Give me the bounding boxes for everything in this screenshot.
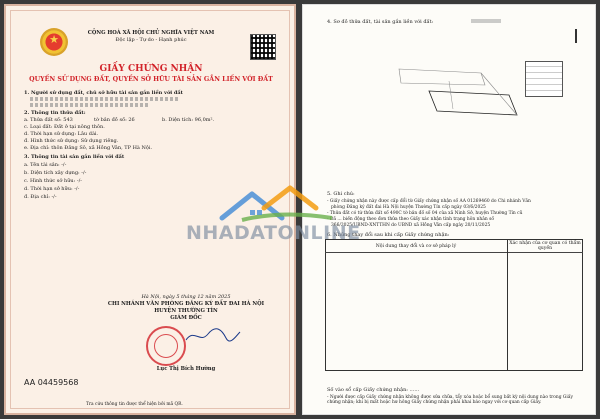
use-form: đ. Hình thức sử dụng: Sử dụng riêng. [24,138,119,144]
section-notes: 5. Ghi chú: [327,191,355,197]
issue-date: Hà Nội, ngày 5 tháng 12 năm 2025 [141,294,231,300]
note-line-1: - Giấy chứng nhận này được cấp đổi từ Giấy chứng nhận số AA 01269460 do Chi nhánh Văn [327,199,531,204]
registry-entry: Số vào sổ cấp Giấy chứng nhận: ...... [327,387,420,393]
qr-code-icon [250,34,276,60]
certificate-front-page [4,4,296,415]
parcel-area: b. Diện tích: 96,0m². [162,117,215,123]
note-line-3: - Thửa đất có tứ thửa đất số 490C tờ bản đồ số 04 của xã Ninh Sở, huyện Thường Tín cũ [327,211,523,216]
section-assets: 3. Thông tin tài sản gắn liền với đất [24,154,125,160]
asset-ownership: c. Hình thức sở hữu: -/- [24,178,82,184]
asset-term: d. Thời hạn sở hữu: -/- [24,186,80,192]
signer-name: Lục Thị Bích Hường [156,366,216,372]
note-line-5: 366/2025/UBND-XNTTHN do UBND xã Hồng Vân cấp ngày 20/11/2025 [331,223,491,228]
footer-warning: - Người được cấp Giấy chứng nhận không được sửa chữa, tẩy xóa hoặc bổ sung bất kỳ nội dung nào trong Giấy chứng nhận; khi bị mất hoặc hư hỏng Giấy chứng nhận phải khai báo ngay với cơ quan cấp Giấy. [327,395,574,405]
redacted-map-label [471,19,501,23]
column-confirmation: Xác nhận của cơ quan có thẩm quyền [509,241,581,252]
section-map: 4. Sơ đồ thửa đất, tài sản gắn liền với đất: [327,19,434,25]
section-changes: 6. Những thay đổi sau khi cấp Giấy chứng nhận: [327,232,450,238]
map-sheet: tờ bản đồ số: 26 [94,117,135,123]
serial-number: AA 04459568 [24,378,79,387]
north-arrow-icon [575,29,577,43]
coordinate-table [525,61,563,97]
table-header-divider [325,252,583,253]
qr-note: Tra cứu thông tin được thể hiện bởi mã QR. [86,402,183,407]
redacted-owner [30,97,180,101]
parcel-number: a. Thửa đất số: 543 [24,117,73,123]
redacted-owner-id [30,103,150,107]
note-line-2: phòng Đăng ký đất đai Hà Nội huyện Thường Tín cấp ngày 03/6/2025 [331,205,486,210]
asset-address: đ. Địa chỉ: -/- [24,194,57,200]
certificate-back-page [302,4,596,415]
asset-area: b. Diện tích xây dựng: -/- [24,170,87,176]
issuing-office: CHI NHÁNH VĂN PHÒNG ĐĂNG KÝ ĐẤT ĐAI HÀ NỘI [107,301,265,307]
column-changes: Nội dung thay đổi và cơ sở pháp lý [375,244,457,249]
use-term: d. Thời hạn sử dụng: Lâu dài. [24,131,99,137]
watermark-text: NHADATONLINE [186,222,361,244]
land-type: c. Loại đất: Đất ở tại nông thôn. [24,124,105,130]
red-seal-stamp [146,326,186,366]
parcel-map [389,51,519,119]
certificate-title: GIẤY CHỨNG NHẬN [99,64,203,74]
section-parcel: 2. Thông tin thửa đất: [24,110,86,116]
changes-table [325,239,583,371]
note-line-4: - Đã ... biến động theo đơn thửa theo Giấy xác nhận tình trạng hôn nhân số [327,217,495,222]
table-column-divider [507,239,508,371]
asset-name: a. Tên tài sản: -/- [24,162,67,168]
header-motto: Độc lập - Tự do - Hạnh phúc [115,37,187,43]
handwritten-signature [182,326,242,346]
signer-title: GIÁM ĐỐC [170,315,202,321]
issuing-district: HUYỆN THƯỜNG TÍN [154,308,218,314]
section-owner: 1. Người sử dụng đất, chủ sở hữu tài sản gắn liền với đất [24,90,183,96]
national-emblem-icon [40,28,68,56]
parcel-address: e. Địa chỉ: thôn Đăng Sô, xã Hồng Vân, TP Hà Nội. [24,145,153,151]
certificate-subtitle: QUYỀN SỬ DỤNG ĐẤT, QUYỀN SỞ HỮU TÀI SẢN GẮN LIỀN VỚI ĐẤT [29,76,273,83]
header-country: CỘNG HOÀ XÃ HỘI CHỦ NGHĨA VIỆT NAM [87,30,215,36]
